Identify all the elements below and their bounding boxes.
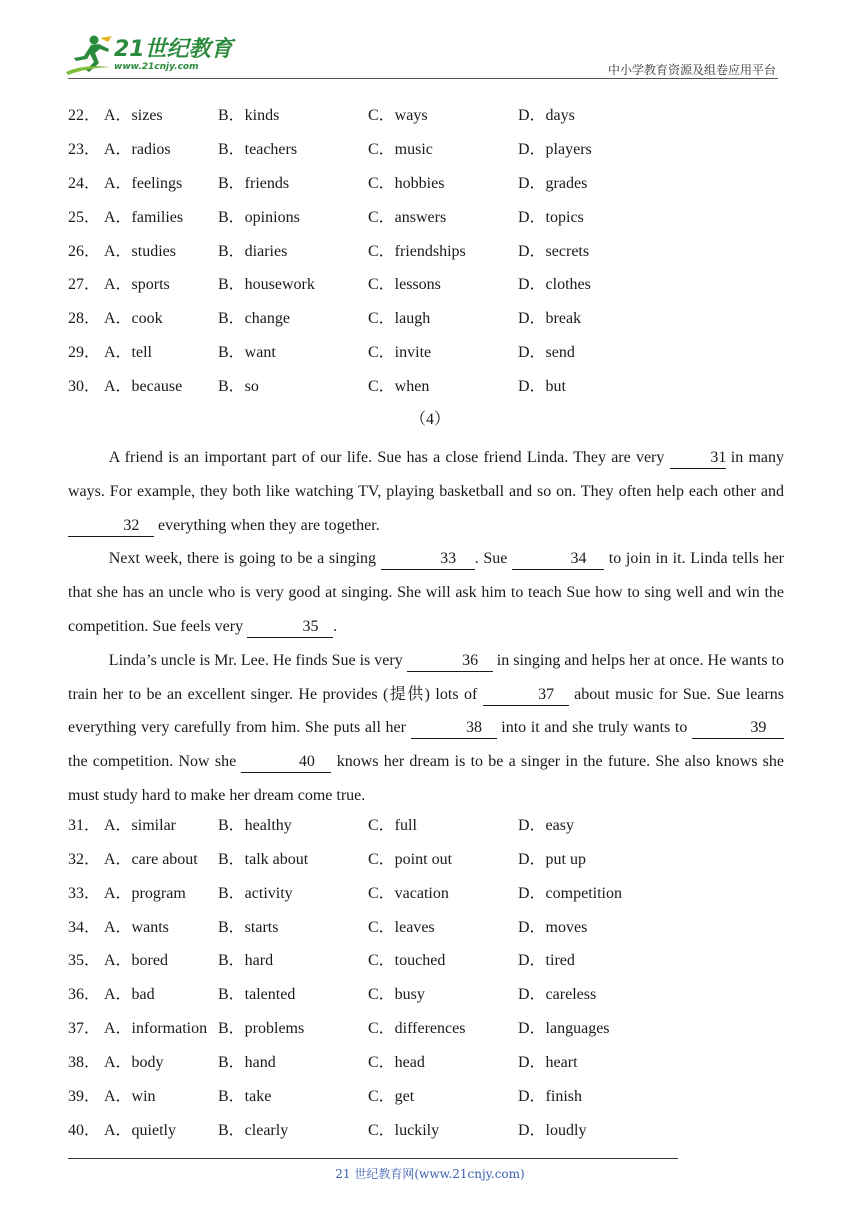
option-a: A．families	[104, 209, 184, 226]
option-b: B．hard	[218, 952, 274, 969]
blank-40: 40	[241, 752, 331, 773]
header-divider	[68, 78, 778, 79]
question-row	[68, 1051, 788, 1075]
question-number: 38．	[68, 1054, 101, 1071]
option-d: D．put up	[518, 851, 587, 868]
option-c: C．friendships	[368, 243, 466, 260]
option-c: C．point out	[368, 851, 453, 868]
option-b: B．friends	[218, 175, 290, 192]
option-c: C．laugh	[368, 310, 431, 327]
blank-35: 35	[247, 617, 333, 638]
question-number: 22．	[68, 107, 101, 124]
option-a: A．sports	[104, 276, 170, 293]
question-number: 32．	[68, 851, 101, 868]
option-a: A．sizes	[104, 107, 163, 124]
site-logo	[64, 34, 234, 76]
passage-text: Next week, there is going to be a singing	[108, 550, 381, 568]
logo-text: 21世纪教育	[114, 37, 233, 62]
option-c: C．busy	[368, 986, 425, 1003]
question-row	[68, 273, 788, 297]
question-number: 37．	[68, 1020, 101, 1037]
option-d: D．languages	[518, 1020, 610, 1037]
option-d: D．days	[518, 107, 575, 124]
question-row	[68, 1017, 788, 1041]
option-b: B．problems	[218, 1020, 305, 1037]
option-b: B．want	[218, 344, 276, 361]
option-c: C．leaves	[368, 919, 435, 936]
option-b: B．so	[218, 378, 259, 395]
question-row	[68, 814, 788, 838]
question-number: 36．	[68, 986, 101, 1003]
option-a: A．cook	[104, 310, 163, 327]
option-c: C．when	[368, 378, 430, 395]
reading-passage	[68, 441, 784, 813]
option-b: B．change	[218, 310, 290, 327]
question-row	[68, 240, 788, 264]
option-c: C．answers	[368, 209, 447, 226]
option-d: D．competition	[518, 885, 622, 902]
question-row	[68, 949, 788, 973]
option-d: D．grades	[518, 175, 588, 192]
section-title: （4）	[409, 411, 450, 428]
option-a: A．care about	[104, 851, 198, 868]
option-b: B．clearly	[218, 1122, 289, 1139]
option-d: D．secrets	[518, 243, 590, 260]
passage-paragraph-1	[68, 441, 784, 542]
option-b: B．activity	[218, 885, 293, 902]
blank-38: 38	[411, 718, 497, 739]
option-a: A．bored	[104, 952, 168, 969]
option-a: A．similar	[104, 817, 176, 834]
option-b: B．talented	[218, 986, 296, 1003]
blank-37: 37	[483, 685, 569, 706]
option-b: B．diaries	[218, 243, 288, 260]
question-row	[68, 1119, 788, 1143]
option-d: D．easy	[518, 817, 574, 834]
option-c: C．differences	[368, 1020, 466, 1037]
question-row	[68, 206, 788, 230]
footer-text: 21 世纪教育网(www.21cnjy.com)	[335, 1167, 525, 1181]
option-a: A．wants	[104, 919, 169, 936]
question-row	[68, 882, 788, 906]
option-a: A．bad	[104, 986, 155, 1003]
question-row	[68, 983, 788, 1007]
question-number: 40．	[68, 1122, 101, 1139]
option-d: D．break	[518, 310, 582, 327]
option-a: A．quietly	[104, 1122, 176, 1139]
option-a: A．information	[104, 1020, 208, 1037]
option-c: C．touched	[368, 952, 446, 969]
option-c: C．full	[368, 817, 417, 834]
passage-text: A friend is an important part of our life. Sue has a close friend Linda. They are very	[108, 449, 670, 466]
passage-text: about music for Sue. Sue learns everything very carefully from him. She puts all her	[68, 685, 784, 737]
runner-icon	[64, 34, 116, 76]
passage-paragraph-2	[68, 542, 784, 643]
question-row	[68, 307, 788, 331]
option-d: D．heart	[518, 1054, 578, 1071]
option-b: B．talk about	[218, 851, 309, 868]
option-c: C．luckily	[368, 1122, 440, 1139]
question-row	[68, 138, 788, 162]
blank-36: 36	[407, 651, 493, 672]
question-number: 24．	[68, 175, 101, 192]
passage-text: everything when they are together.	[154, 516, 380, 534]
passage-text: the competition. Now she	[68, 753, 242, 771]
option-d: D．finish	[518, 1088, 583, 1105]
option-b: B．healthy	[218, 817, 292, 834]
blank-39: 39	[692, 718, 784, 739]
option-d: D．but	[518, 378, 567, 395]
question-row	[68, 848, 788, 872]
blank-31: 31	[670, 448, 726, 469]
option-a: A．radios	[104, 141, 171, 158]
question-number: 30．	[68, 378, 101, 395]
option-d: D．clothes	[518, 276, 591, 293]
option-d: D．careless	[518, 986, 597, 1003]
question-number: 23．	[68, 141, 101, 158]
option-b: B．housework	[218, 276, 315, 293]
passage-text: . Sue	[474, 550, 513, 568]
question-number: 27．	[68, 276, 101, 293]
question-row	[68, 341, 788, 365]
option-a: A．program	[104, 885, 186, 902]
question-row	[68, 172, 788, 196]
option-c: C．invite	[368, 344, 432, 361]
question-number: 29．	[68, 344, 101, 361]
question-number: 31．	[68, 817, 101, 834]
passage-text: into it and she truly wants to	[496, 719, 693, 737]
passage-text: Linda’s uncle is Mr. Lee. He finds Sue is very	[108, 651, 407, 669]
option-b: B．take	[218, 1088, 272, 1105]
option-b: B．hand	[218, 1054, 276, 1071]
option-a: A．feelings	[104, 175, 183, 192]
question-number: 34．	[68, 919, 101, 936]
passage-text: .	[333, 617, 338, 635]
option-b: B．starts	[218, 919, 279, 936]
option-d: D．players	[518, 141, 592, 158]
page-header	[0, 0, 860, 80]
option-c: C．head	[368, 1054, 425, 1071]
option-c: C．ways	[368, 107, 428, 124]
passage-text: in singing and helps her at once. He wants to train her to be an excellent singer. He provides (提供) lots of	[68, 651, 785, 703]
passage-text: in many ways. For example, they both like watching TV, playing basketball and so on. They often help each other and	[68, 449, 784, 500]
passage-text: to join in it. Linda tells her that she has an uncle who is very good at singing. She will ask him to teach Sue how to sing well and win the competition. Sue feels very	[68, 550, 785, 635]
option-c: C．lessons	[368, 276, 441, 293]
question-number: 39．	[68, 1088, 101, 1105]
option-d: D．loudly	[518, 1122, 587, 1139]
option-d: D．topics	[518, 209, 584, 226]
option-d: D．moves	[518, 919, 588, 936]
option-a: A．because	[104, 378, 183, 395]
passage-text: knows her dream is to be a singer in the future. She also knows she must study hard to make her dream come true.	[68, 753, 785, 804]
blank-33: 33	[381, 549, 475, 570]
option-c: C．vacation	[368, 885, 449, 902]
option-b: B．teachers	[218, 141, 298, 158]
option-a: A．tell	[104, 344, 152, 361]
question-number: 28．	[68, 310, 101, 327]
question-row	[68, 916, 788, 940]
option-d: D．tired	[518, 952, 575, 969]
option-a: A．studies	[104, 243, 177, 260]
question-number: 25．	[68, 209, 101, 226]
question-row	[68, 1085, 788, 1109]
option-a: A．win	[104, 1088, 156, 1105]
blank-32: 32	[68, 516, 154, 537]
question-number: 33．	[68, 885, 101, 902]
question-number: 26．	[68, 243, 101, 260]
option-a: A．body	[104, 1054, 164, 1071]
option-b: B．kinds	[218, 107, 280, 124]
passage-paragraph-3	[68, 644, 784, 813]
option-d: D．send	[518, 344, 575, 361]
option-b: B．opinions	[218, 209, 300, 226]
logo-url: www.21cnjy.com	[114, 62, 199, 72]
question-number: 35．	[68, 952, 101, 969]
footer-divider	[68, 1158, 678, 1159]
option-c: C．get	[368, 1088, 415, 1105]
header-tagline: 中小学教育资源及组卷应用平台	[607, 63, 776, 77]
question-row	[68, 375, 788, 399]
option-c: C．hobbies	[368, 175, 445, 192]
blank-34: 34	[512, 549, 604, 570]
option-c: C．music	[368, 141, 433, 158]
question-row	[68, 104, 788, 128]
